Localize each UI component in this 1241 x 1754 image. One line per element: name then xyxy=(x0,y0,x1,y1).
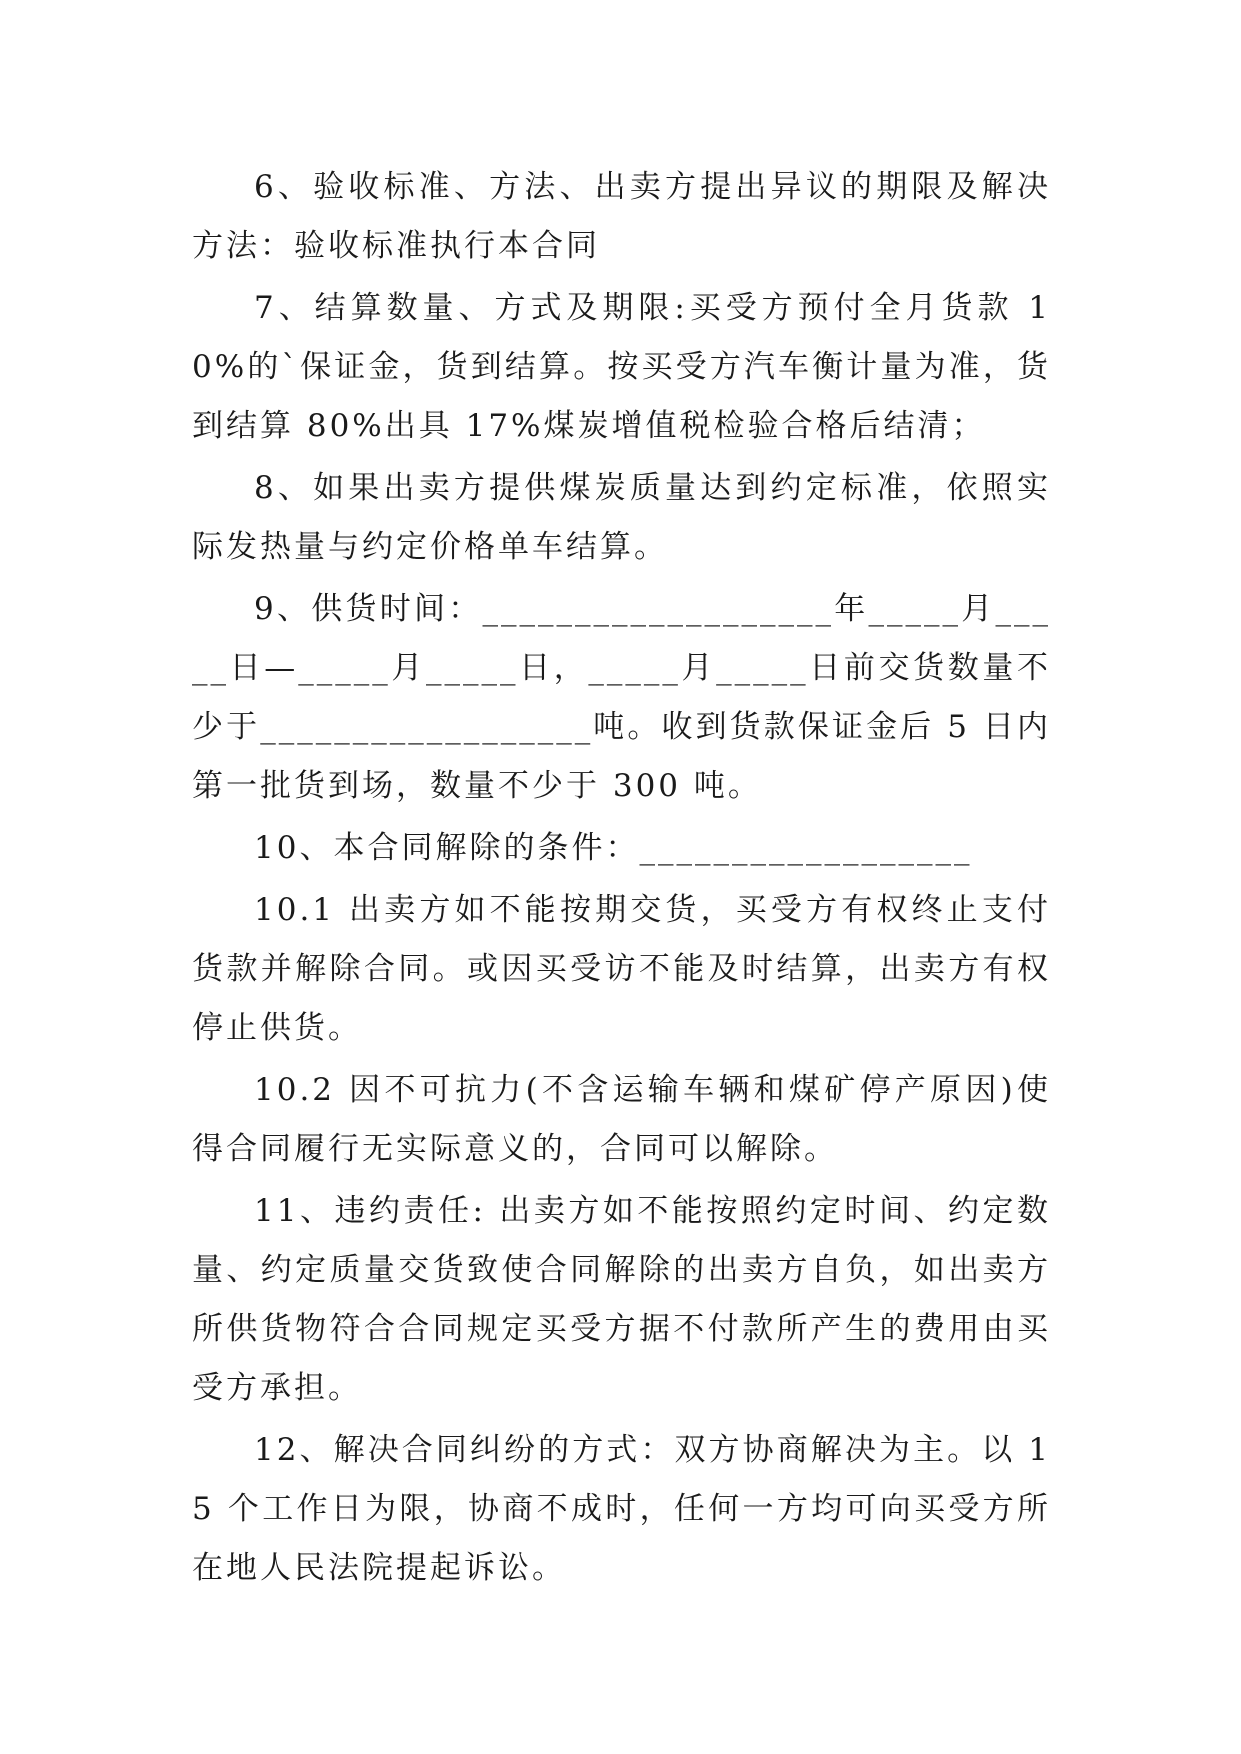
clause-6-inspection: 6、验收标准、方法、出卖方提出异议的期限及解决方法：验收标准执行本合同 xyxy=(192,169,1051,264)
clause-10-2: 10.2 因不可抗力(不含运输车辆和煤矿停产原因)使得合同履行无实际意义的，合同可以解除。 xyxy=(192,1072,1051,1167)
clause-10-termination: 10、本合同解除的条件：__________________ xyxy=(254,830,973,866)
clause-7-settlement: 7、结算数量、方式及期限:买受方预付全月货款 10%的`保证金，货到结算。按买受方汽车衡计量为准，货到结算 80%出具 17%煤炭增值税检验合格后结清； xyxy=(192,290,1051,444)
clause-8-quality: 8、如果出卖方提供煤炭质量达到约定标准，依照实际发热量与约定价格单车结算。 xyxy=(192,470,1051,565)
clause-11-liability: 11、违约责任: 出卖方如不能按照约定时间、约定数量、约定质量交货致使合同解除的出卖方自负，如出卖方所供货物符合合同规定买受方据不付款所产生的费用由买受方承担。 xyxy=(192,1193,1051,1406)
clause-10-1: 10.1 出卖方如不能按期交货，买受方有权终止支付货款并解除合同。或因买受访不能及时结算，出卖方有权停止供货。 xyxy=(192,892,1051,1046)
clause-12-disputes: 12、解决合同纠纷的方式：双方协商解决为主。以 15 个工作日为限，协商不成时，任何一方均可向买受方所在地人民法院提起诉讼。 xyxy=(192,1432,1051,1586)
clause-9-delivery-time: 9、供货时间：___________________年_____月_____日—_____月_____日，_____月_____日前交货数量不少于__________________吨。收到货款保证金后 5 日内第一批货到场，数量不少于 300 吨。 xyxy=(192,591,1051,804)
